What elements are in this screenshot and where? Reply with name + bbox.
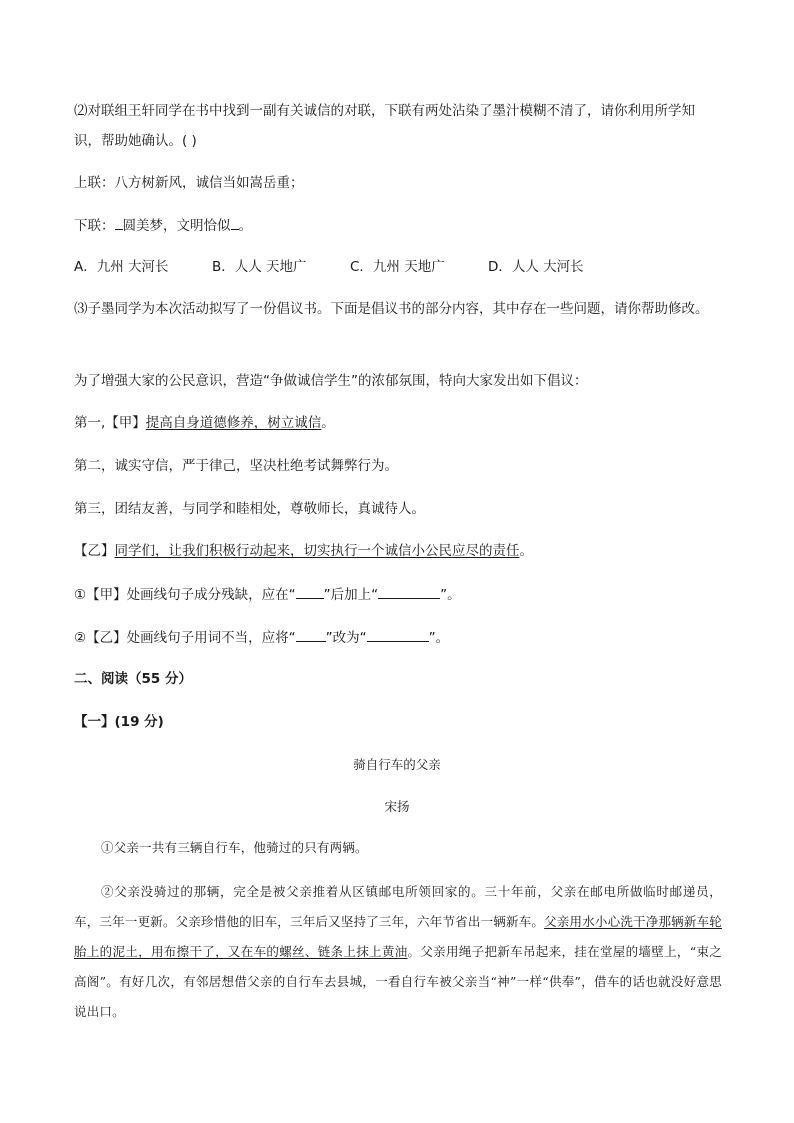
item-4-underlined: 同学们，让我们积极行动起来，切实执行一个诚信小公民应尽的责任 (114, 543, 520, 559)
article-paragraph-2 (74, 877, 722, 1027)
subq1-text-b: ”后加上“ (323, 587, 379, 603)
couplet-blank-2 (231, 216, 239, 230)
para2-text-b: 。父亲用绳子把新车吊起来，挂在堂屋的墙壁上，“束之高阁”。有好几次，有邻居想借父亲的自行车去县城，一看自行车被父亲当“神”一样“供奉”，借车的话也就没好意思说出口。 (74, 944, 722, 1019)
item-1-prefix: 第一,【甲】 (74, 415, 146, 431)
subq2-text-c: ”。 (428, 630, 450, 646)
item-1-underlined: 提高自身道德修养，树立诚信 (145, 415, 322, 431)
item-4-prefix: 【乙】 (74, 543, 115, 559)
couplet-upper: 上联：八方树新风，诚信当如嵩岳重； (74, 175, 304, 191)
option-c: C．九州 天地广 (350, 259, 445, 275)
couplet-lower (74, 216, 252, 235)
option-d: D．人人 大河长 (488, 259, 584, 275)
section-heading: 二、阅读（55 分） (74, 671, 192, 687)
q2-line-1: ⑵对联组王轩同学在书中找到一副有关诚信的对联，下联有两处沾染了墨汁模糊不清了，请你利用所学知 (74, 103, 695, 119)
article-title: 骑自行车的父亲 (353, 757, 441, 772)
subquestion-1 (74, 585, 461, 604)
subq1-text-c: ”。 (440, 587, 461, 603)
subq2-text-a: ②【乙】处画线句子用词不当，应将“ (74, 630, 296, 646)
q3-intro: ⑶子墨同学为本次活动拟写了一份倡议书。下面是倡议书的部分内容，其中存在一些问题，请你帮助修改。 (74, 301, 709, 317)
proposal-item-3: 第三，团结友善，与同学和睦相处，尊敬师长，真诚待人。 (74, 501, 425, 517)
option-a: A．九州 大河长 (74, 259, 169, 275)
q2-options (74, 258, 584, 276)
couplet-lower-suffix: 。 (238, 218, 252, 234)
subsection-heading: 【一】(19 分) (74, 714, 164, 730)
proposal-item-2: 第二，诚实守信，严于律己，坚决杜绝考试舞弊行为。 (74, 458, 398, 474)
subq2-blank-2 (367, 628, 429, 642)
article-author: 宋扬 (384, 799, 410, 814)
item-4-suffix: 。 (519, 543, 533, 559)
para2-underlined: 父亲用水小心洗干净那辆新车轮胎上的泥土，用布擦干了，又在车的螺丝、链条上抹上黄油 (74, 914, 722, 959)
subquestion-2 (74, 628, 449, 647)
proposal-item-1 (74, 414, 335, 432)
proposal-item-4 (74, 542, 533, 560)
item-1-suffix: 。 (321, 415, 335, 431)
q2-line-2: 识，帮助她确认。( ) (74, 133, 197, 149)
couplet-lower-mid: 圆美梦，文明恰似 (122, 218, 231, 234)
para2-text-a: ②父亲没骑过的那辆，完全是被父亲推着从区镇邮电所领回家的。三十年前，父亲在邮电所做临时邮递员，车，三年一更新。父亲珍惜他的旧车，三年后又坚持了三年，六年节省出一辆新车。 (74, 884, 722, 929)
option-b: B．人人 天地广 (212, 259, 307, 275)
couplet-lower-prefix: 下联： (74, 218, 115, 234)
subq2-blank-1 (296, 628, 326, 642)
subq1-text-a: ①【甲】处画线句子成分残缺，应在“ (74, 587, 296, 603)
subq1-blank-2 (378, 585, 440, 599)
couplet-blank-1 (115, 216, 123, 230)
proposal-intro: 为了增强大家的公民意识，营造“争做诚信学生”的浓郁氛围，特向大家发出如下倡议： (74, 373, 588, 389)
subq1-blank-1 (296, 585, 324, 599)
article-paragraph-1: ①父亲一共有三辆自行车，他骑过的只有两辆。 (101, 840, 368, 855)
subq2-text-b: ”改为“ (325, 630, 367, 646)
